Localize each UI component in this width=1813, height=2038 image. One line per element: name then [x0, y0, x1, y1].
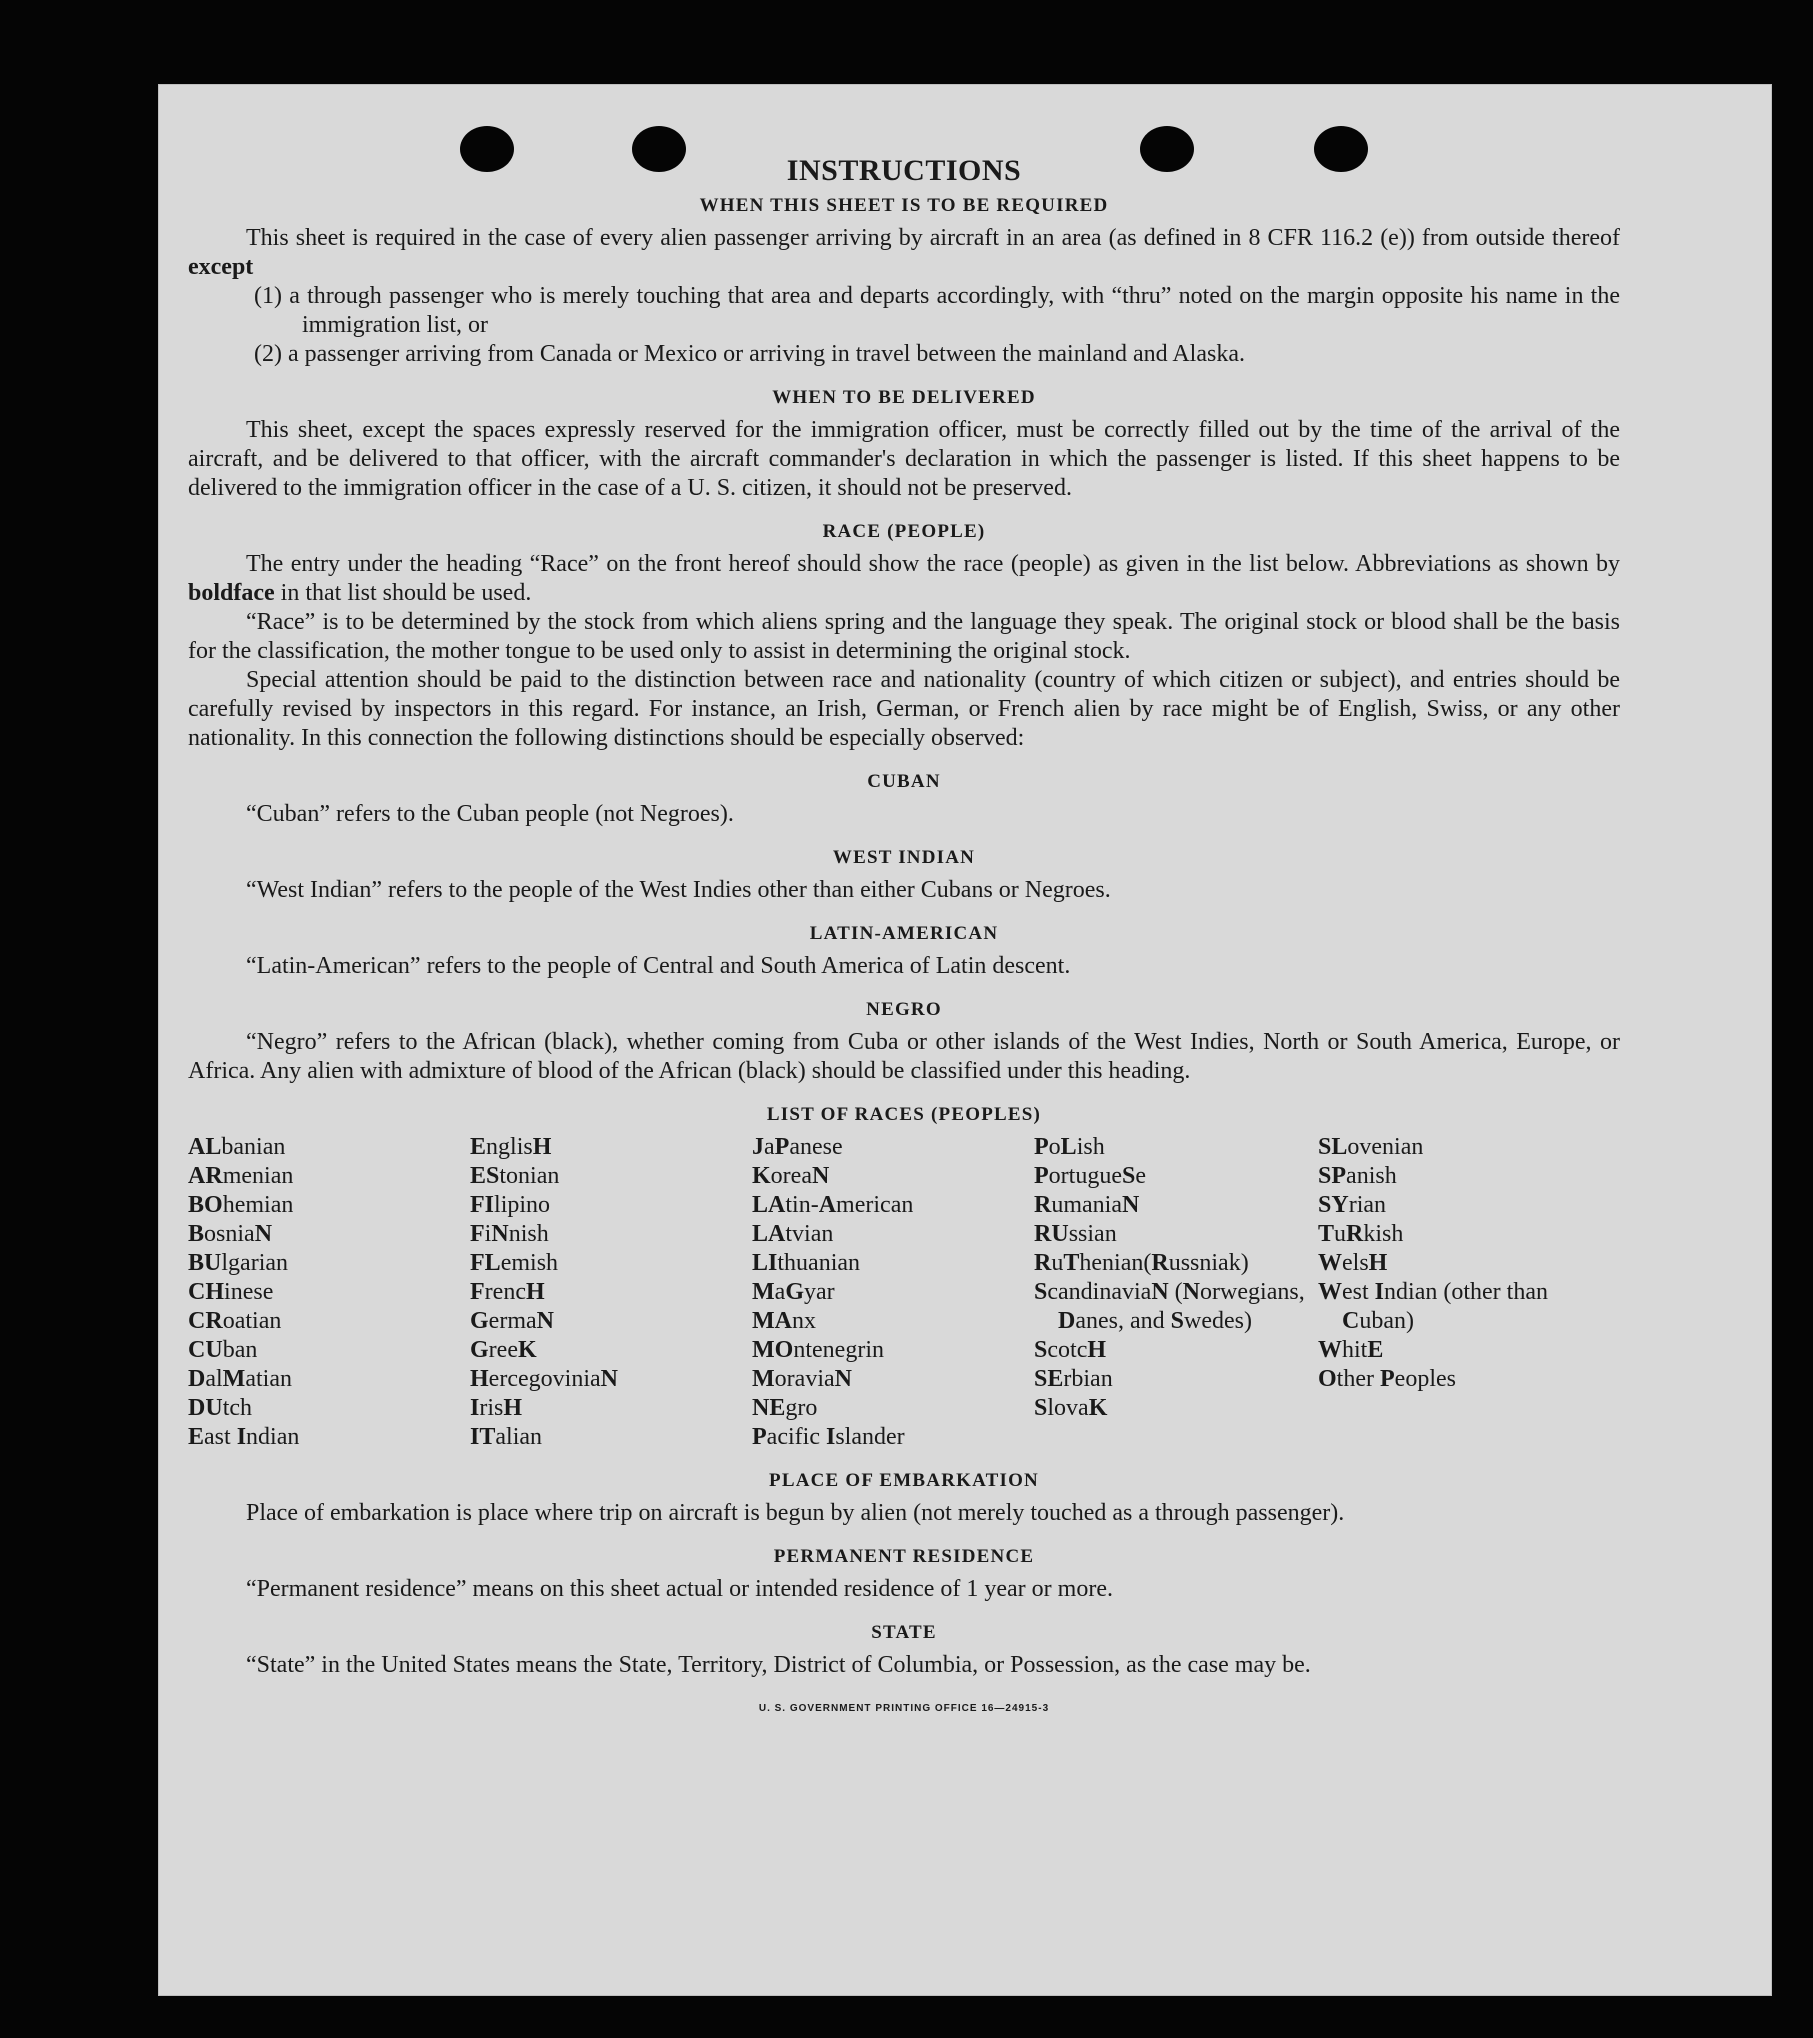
race-entry: Pacific Islander [752, 1424, 905, 1450]
race-entry: SYrian [1318, 1192, 1387, 1218]
cuban-text: “Cuban” refers to the Cuban people (not Negroes). [246, 801, 734, 827]
race-entry: ITalian [470, 1424, 543, 1450]
required-exception-2: (2) a passenger arriving from Canada or Mexico or arriving in travel between the mainland and Alaska. [254, 341, 1245, 367]
race-entry: Other Peoples [1318, 1366, 1456, 1392]
negro-text: “Negro” refers to the African (black), whether coming from Cuba or other islands of the West Indies, North or South America, Europe, or Africa. Any alien with admixture of blood of the African (black) should be classified under this heading. [188, 1029, 1620, 1084]
race-entry: PortugueSe [1034, 1163, 1147, 1189]
race-entry: MAnx [752, 1308, 816, 1334]
races-column [188, 1133, 470, 1452]
race-entry: RumaniaN [1034, 1192, 1140, 1218]
race-entry: SPanish [1318, 1163, 1397, 1189]
race-entry: ScandinaviaN (Norwegians, Danes, and Swedes) [1034, 1279, 1305, 1334]
required-exception-1: (1) a through passenger who is merely touching that area and departs accordingly, with “thru” noted on the margin opposite his name in the immigration list, or [254, 283, 1620, 338]
races-table [188, 1133, 1620, 1452]
race-paragraph-3: Special attention should be paid to the distinction between race and nationality (country of which citizen or subject), and entries should be carefully revised by inspectors in this regard. For instance, an Irish, German, or French alien by race might be of English, Swiss, or any other nationality. In this connection the following distinctions should be especially observed: [188, 667, 1620, 751]
race-entry: SlovaK [1034, 1395, 1108, 1421]
section-heading-list-of-races: LIST OF RACES (PEOPLES) [766, 1104, 1042, 1125]
race-entry: FiNnish [470, 1221, 549, 1247]
section-heading-cuban: CUBAN [867, 771, 941, 792]
race-entry: BUlgarian [188, 1250, 289, 1276]
section-heading-negro: NEGRO [866, 999, 942, 1020]
race-entry: CUban [188, 1337, 258, 1363]
latin-american-text: “Latin-American” refers to the people of Central and South America of Latin descent. [246, 953, 1071, 979]
race-entry: WelsH [1318, 1250, 1388, 1276]
document-body [188, 156, 1620, 1723]
race-entry: CRoatian [188, 1308, 282, 1334]
section-heading-residence: PERMANENT RESIDENCE [773, 1546, 1035, 1567]
race-entry: EStonian [470, 1163, 560, 1189]
race-entry: FIlipino [470, 1192, 551, 1218]
section-heading-embarkation: PLACE OF EMBARKATION [769, 1470, 1039, 1491]
race-entry: DalMatian [188, 1366, 292, 1392]
race-entry: RUssian [1034, 1221, 1117, 1247]
race-entry: KoreaN [752, 1163, 830, 1189]
section-heading-delivered: WHEN TO BE DELIVERED [772, 387, 1036, 408]
race-entry: MOntenegrin [752, 1337, 884, 1363]
race-entry: PoLish [1034, 1134, 1105, 1160]
races-column [1318, 1133, 1620, 1452]
printing-office-footer: U. S. GOVERNMENT PRINTING OFFICE 16—24915-3 [758, 1703, 1050, 1714]
race-entry: BosniaN [188, 1221, 273, 1247]
race-entry: BOhemian [188, 1192, 294, 1218]
races-column [1034, 1133, 1318, 1452]
section-heading-west-indian: WEST INDIAN [832, 847, 976, 868]
race-entry: JaPanese [752, 1134, 843, 1160]
race-entry: ARmenian [188, 1163, 294, 1189]
race-entry: GermaN [470, 1308, 554, 1334]
delivered-text: This sheet, except the spaces expressly reserved for the immigration officer, must be correctly filled out by the time of the arrival of the aircraft, and be delivered to that officer, with the aircraft commander's declaration in which the passenger is listed. If this sheet happens to be delivered to the immigration officer in the case of a U. S. citizen, it should not be preserved. [188, 417, 1620, 501]
race-entry: ALbanian [188, 1134, 286, 1160]
race-entry: East Indian [188, 1424, 300, 1450]
race-entry: SErbian [1034, 1366, 1113, 1392]
race-entry: TuRkish [1318, 1221, 1404, 1247]
race-entry: SLovenian [1318, 1134, 1424, 1160]
race-paragraph-1: The entry under the heading “Race” on the front hereof should show the race (people) as given in the list below. Abbreviations as shown by boldface in that list should be used. [188, 551, 1620, 606]
race-entry: MaGyar [752, 1279, 835, 1305]
section-heading-required: WHEN THIS SHEET IS TO BE REQUIRED [699, 195, 1109, 216]
embarkation-text: Place of embarkation is place where trip on aircraft is begun by alien (not merely touched as a through passenger). [246, 1500, 1345, 1526]
race-entry: RuThenian(Russniak) [1034, 1250, 1249, 1276]
race-entry: LAtin-American [752, 1192, 914, 1218]
race-entry: DUtch [188, 1395, 253, 1421]
race-entry: FrencH [470, 1279, 545, 1305]
race-entry: GreeK [470, 1337, 537, 1363]
race-entry: WhitE [1318, 1337, 1384, 1363]
race-entry: NEgro [752, 1395, 818, 1421]
race-entry: LAtvian [752, 1221, 834, 1247]
race-paragraph-2: “Race” is to be determined by the stock from which aliens spring and the language they speak. The original stock or blood shall be the basis for the classification, the mother tongue to be used only to assist in determining the original stock. [188, 609, 1620, 664]
races-column [752, 1133, 1034, 1452]
race-entry: HercegoviniaN [470, 1366, 618, 1392]
document-page [158, 84, 1772, 1996]
section-heading-latin-american: LATIN-AMERICAN [809, 923, 999, 944]
section-heading-state: STATE [871, 1622, 937, 1643]
race-entry: EnglisH [470, 1134, 552, 1160]
state-text: “State” in the United States means the State, Territory, District of Columbia, or Possession, as the case may be. [246, 1652, 1311, 1678]
required-intro: This sheet is required in the case of every alien passenger arriving by aircraft in an area (as defined in 8 CFR 116.2 (e)) from outside thereof except [188, 225, 1620, 280]
residence-text: “Permanent residence” means on this sheet actual or intended residence of 1 year or more. [246, 1576, 1113, 1602]
race-entry: LIthuanian [752, 1250, 861, 1276]
race-entry: FLemish [470, 1250, 559, 1276]
race-entry: MoraviaN [752, 1366, 852, 1392]
race-entry: CHinese [188, 1279, 274, 1305]
race-entry: West Indian (other than Cuban) [1318, 1279, 1548, 1334]
section-heading-race: RACE (PEOPLE) [822, 521, 986, 542]
race-entry: ScotcH [1034, 1337, 1107, 1363]
west-indian-text: “West Indian” refers to the people of the West Indies other than either Cubans or Negroes. [246, 877, 1111, 903]
page-title: INSTRUCTIONS [786, 154, 1022, 187]
race-entry: IrisH [470, 1395, 523, 1421]
races-column [470, 1133, 752, 1452]
